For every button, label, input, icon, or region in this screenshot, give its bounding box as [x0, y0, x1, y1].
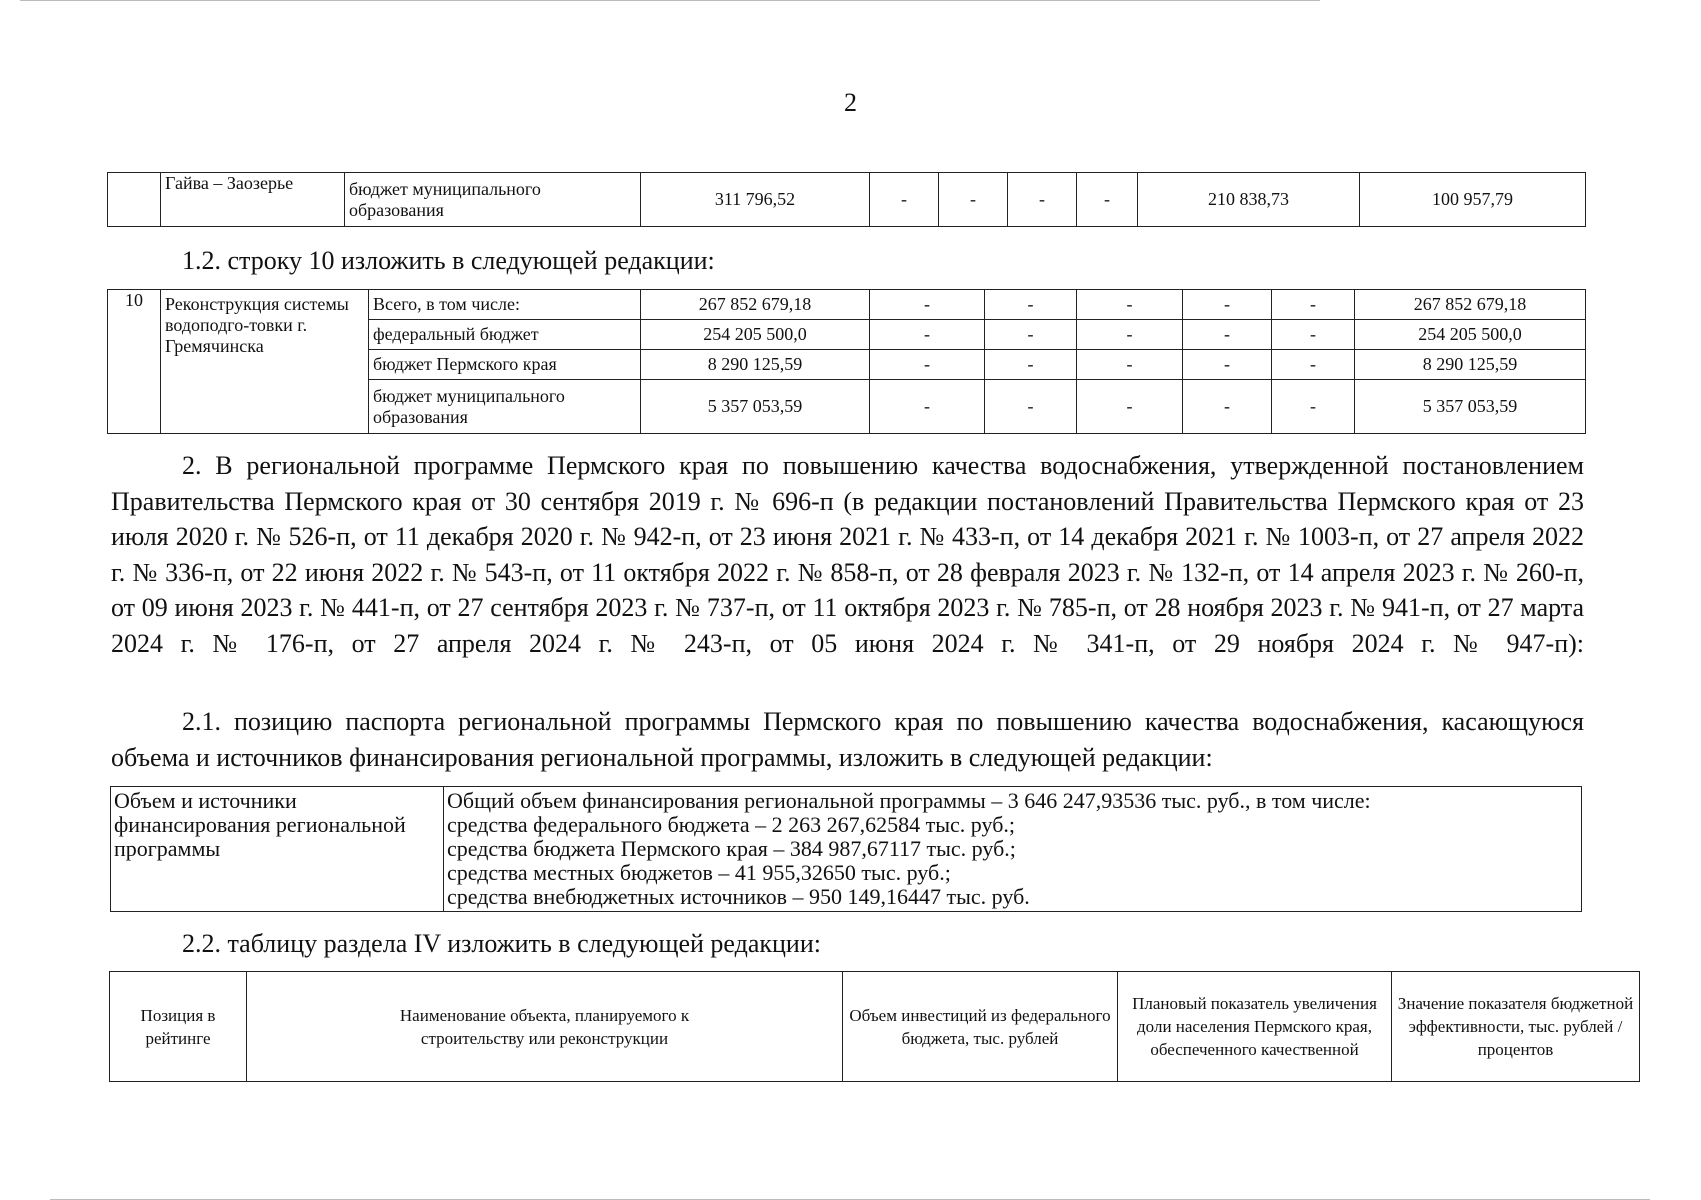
year-value: -: [870, 350, 985, 380]
year-value: -: [1077, 290, 1183, 320]
funding-source: федеральный бюджет: [369, 320, 641, 350]
passport-line: средства внебюджетных источников – 950 149,16447 тыс. руб.: [447, 884, 1030, 909]
page-number: 2: [844, 88, 857, 117]
paragraph-2: 2. В региональной программе Пермского края по повышению качества водоснабжения, утвержденной постановлением Правительства Пермского края от 30 сентября 2019 г. № 696-п (в редакции постановлений Правительства Пермского края от 23 июля 2020 г. № 526-п, от 11 декабря 2020 г. № 942-п, от 23 июня 2021 г. № 433-п, от 14 декабря 2021 г. № 1003-п, от 27 апреля 2022 г. № 336-п, от 22 июня 2022 г. № 543-п, от 11 октября 2022 г. № 858-п, от 28 февраля 2023 г. № 132-п, от 14 апреля 2023 г. № 260-п, от 09 июня 2023 г. № 441-п, от 27 сентября 2023 г. № 737-п, от 11 октября 2023 г. № 785-п, от 28 ноября 2023 г. № 941-п, от 27 марта 2024 г. № 176-п, от 27 апреля 2024 г. № 243-п, от 05 июня 2024 г. № 341-п, от 29 ноября 2024 г. № 947-п):: [111, 451, 1584, 658]
heading-1-2: 1.2. строку 10 изложить в следующей редакции:: [182, 246, 715, 275]
column-header: Плановый показатель увеличения доли населения Пермского края, обеспеченного качественной: [1118, 972, 1392, 1082]
year-value: -: [870, 173, 939, 227]
year-value: -: [1272, 320, 1355, 350]
year-value: -: [1183, 320, 1272, 350]
section-4-table: [109, 971, 1640, 1082]
column-header: Объем инвестиций из федерального бюджета, тыс. рублей: [843, 972, 1118, 1082]
year-value: 5 357 053,59: [1355, 380, 1586, 434]
year-value: -: [985, 350, 1077, 380]
passport-line: средства федерального бюджета – 2 263 267,62584 тыс. руб.;: [447, 812, 1015, 837]
year-value: 210 838,73: [1138, 173, 1360, 227]
year-value: -: [985, 320, 1077, 350]
year-value: -: [985, 290, 1077, 320]
year-value: -: [1183, 350, 1272, 380]
total-value: 5 357 053,59: [641, 380, 870, 434]
year-value: -: [870, 380, 985, 434]
total-value: 254 205 500,0: [641, 320, 870, 350]
passport-values: [444, 787, 1582, 912]
passport-line: средства местных бюджетов – 41 955,32650 тыс. руб.;: [447, 860, 951, 885]
funding-source: Всего, в том числе:: [369, 290, 641, 320]
year-value: -: [1183, 290, 1272, 320]
table-continuation: [107, 172, 1586, 227]
funding-source: бюджет муниципального образования: [369, 380, 641, 434]
row-number: 10: [108, 290, 161, 434]
object-name: Гайва – Заозерье: [161, 173, 345, 227]
scan-edge-top: [20, 0, 1320, 1]
table-row-10: [107, 289, 1586, 434]
year-value: -: [939, 173, 1008, 227]
year-value: 267 852 679,18: [1355, 290, 1586, 320]
total-value: 311 796,52: [641, 173, 870, 227]
column-header: Позиция в рейтинге: [110, 972, 247, 1082]
year-value: -: [1272, 290, 1355, 320]
column-header: Наименование объекта, планируемого к строительству или реконструкции: [247, 972, 843, 1082]
passport-table: [110, 786, 1582, 912]
year-value: -: [870, 290, 985, 320]
funding-source: бюджет муниципального образования: [345, 173, 641, 227]
passport-label: Объем и источники финансирования региональной программы: [111, 787, 444, 912]
year-value: -: [1077, 380, 1183, 434]
year-value: -: [1008, 173, 1077, 227]
year-value: -: [870, 320, 985, 350]
year-value: -: [985, 380, 1077, 434]
total-value: 8 290 125,59: [641, 350, 870, 380]
year-value: -: [1183, 380, 1272, 434]
year-value: 8 290 125,59: [1355, 350, 1586, 380]
heading-2-2: 2.2. таблицу раздела IV изложить в следующей редакции:: [182, 929, 821, 958]
paragraph-2-1: 2.1. позицию паспорта региональной программы Пермского края по повышению качества водоснабжения, касающуюся объема и источников финансирования региональной программы, изложить в следующей редакции:: [111, 707, 1584, 772]
passport-line: средства бюджета Пермского края – 384 987,67117 тыс. руб.;: [447, 836, 1016, 861]
year-value: -: [1272, 350, 1355, 380]
year-value: 100 957,79: [1360, 173, 1586, 227]
funding-source: бюджет Пермского края: [369, 350, 641, 380]
year-value: 254 205 500,0: [1355, 320, 1586, 350]
year-value: -: [1077, 350, 1183, 380]
column-header: Значение показателя бюджетной эффективности, тыс. рублей / процентов: [1392, 972, 1640, 1082]
table-cell: [108, 173, 161, 227]
year-value: -: [1077, 320, 1183, 350]
year-value: -: [1272, 380, 1355, 434]
object-name: Реконструкция системы водоподго-товки г. Гремячинска: [161, 290, 369, 434]
year-value: -: [1077, 173, 1138, 227]
passport-line: Общий объем финансирования региональной программы – 3 646 247,93536 тыс. руб., в том числе:: [447, 788, 1371, 813]
total-value: 267 852 679,18: [641, 290, 870, 320]
